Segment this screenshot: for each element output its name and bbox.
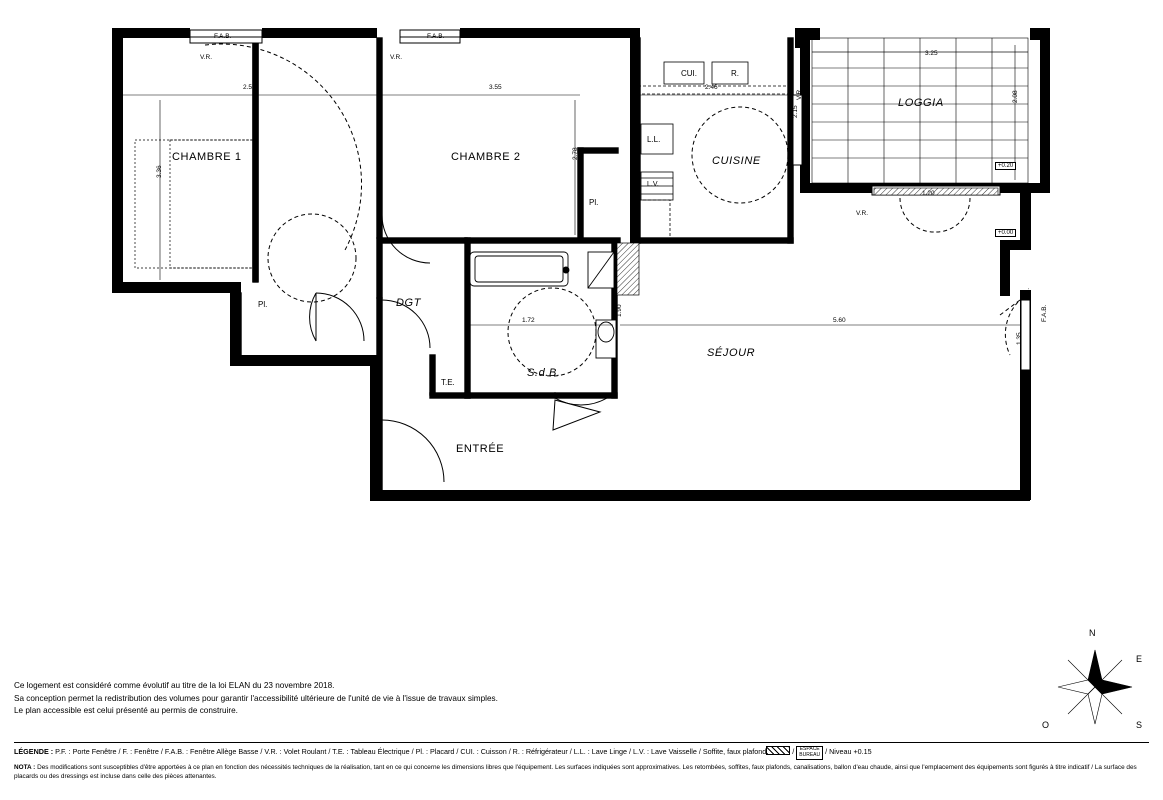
soffite-hatch-swatch	[766, 746, 790, 755]
label-te: T.E.	[441, 378, 455, 387]
room-label-entree: ENTRÉE	[456, 443, 505, 455]
evolutive-housing-notes	[14, 680, 734, 718]
compass-north-label: N	[1089, 628, 1096, 638]
compass-south-label: S	[1136, 720, 1143, 730]
dim-sdb-width: 1.72	[522, 317, 535, 324]
dim-chambre2-width: 3.55	[489, 84, 502, 91]
room-label-chambre-1: CHAMBRE 1	[172, 151, 242, 163]
compass-east-label: E	[1136, 654, 1143, 664]
label-fab-chambre2: F.A.B.	[427, 33, 445, 40]
nota-body: Des modifications sont susceptibles d'être apportées à ce plan en fonction des nécessités techniques de la réalisation, tant en ce qui concerne les dimensions libres que l'équipement. Les surfaces indiquées sont approximatives. Les retombées, soffites, faux plafonds, canalisations, ballon d'eau chaude, ainsi que l'emplacement des équipements sont figurés à titre indicatif / La surface des placards ou des dressings est incluse dans celle des pièces attenantes.	[14, 763, 1137, 781]
label-vr-chambre2: V.R.	[390, 54, 403, 61]
room-label-chambre-2: CHAMBRE 2	[451, 151, 521, 163]
dim-cuisine-width: 2.46	[705, 84, 718, 91]
compass-west-label: O	[1042, 720, 1050, 730]
legend-title: LÉGENDE :	[14, 747, 54, 756]
room-label-sdb: S.d.B.	[527, 367, 561, 379]
compass-rose	[1040, 628, 1150, 742]
nota-title: NOTA :	[14, 763, 36, 771]
espace-bureau-swatch	[796, 746, 823, 760]
legend-niveau: / Niveau +0.15	[823, 747, 872, 756]
dim-loggia-depth: 2.08	[1012, 90, 1019, 103]
legend-line	[14, 746, 1149, 760]
loggia-rail-detail	[874, 188, 998, 195]
label-vr-sejour: V.R.	[1024, 287, 1031, 300]
dim-chambre1-depth: 3.36	[156, 165, 163, 178]
espace-bureau-line1: ESPACE	[799, 746, 820, 753]
room-label-sejour: SÉJOUR	[707, 347, 756, 359]
label-cui: CUI.	[681, 69, 697, 78]
label-pl-entree: Pl.	[258, 300, 268, 309]
dim-cuisine-window: 2.15	[792, 105, 799, 118]
dim-loggia-glazing: 1.20	[922, 190, 935, 197]
room-label-cuisine: CUISINE	[712, 155, 761, 167]
room-label-loggia: LOGGIA	[898, 97, 944, 109]
dim-chambre2-depth: 2.78	[572, 147, 579, 160]
dim-loggia-width: 3.25	[925, 50, 938, 57]
level-tag-sejour: +0.00	[995, 229, 1016, 237]
note-line-1: Ce logement est considéré comme évolutif au titre de la loi ELAN du 23 novembre 2018.	[14, 681, 335, 690]
espace-bureau-line2: BUREAU	[799, 752, 821, 758]
label-vr-cuisine: V.R.	[796, 87, 803, 100]
dim-sdb-depth: 1.90	[616, 304, 623, 317]
label-r: R.	[731, 69, 739, 78]
label-fab-chambre1: F.A.B.	[214, 33, 232, 40]
dim-chambre1-width: 2.51	[243, 84, 256, 91]
label-vr-loggia: V.R.	[856, 210, 869, 217]
note-line-3: Le plan accessible est celui présenté au permis de construire.	[14, 706, 238, 716]
bathroom-fittings	[470, 252, 616, 358]
label-ll: L.L.	[647, 135, 661, 144]
nota-line	[14, 763, 1149, 782]
dim-sejour-window: 1.35	[1016, 332, 1023, 345]
legend-block	[14, 742, 1149, 782]
legend-separator: /	[790, 747, 797, 756]
label-pl-chambre2: Pl.	[589, 198, 599, 207]
label-lv: L.V.	[647, 181, 659, 188]
label-vr-chambre1: V.R.	[200, 54, 213, 61]
level-tag-loggia: +0.20	[995, 162, 1016, 170]
compass-graphic	[1040, 632, 1150, 742]
room-label-dgt: DGT	[396, 297, 422, 309]
label-fab-sejour: F.A.B.	[1041, 304, 1048, 322]
legend-body: P.F. : Porte Fenêtre / F. : Fenêtre / F.A.B. : Fenêtre Allège Basse / V.R. : Volet Roulant / T.E. : Tableau Électrique / Pl. : Placard / CUI. : Cuisson / R. : Réfrigérateur / L.L. : Lave Linge / L.V. : Lave Vaisselle / Soffite, faux plafond	[53, 747, 767, 756]
dim-sejour-width: 5.60	[833, 317, 846, 324]
soffite-hatching	[617, 243, 639, 295]
note-line-2: Sa conception permet la redistribution des volumes pour garantir l'accessibilité ultérieure de l'unité de vie à l'issue de travaux simples.	[14, 693, 498, 703]
